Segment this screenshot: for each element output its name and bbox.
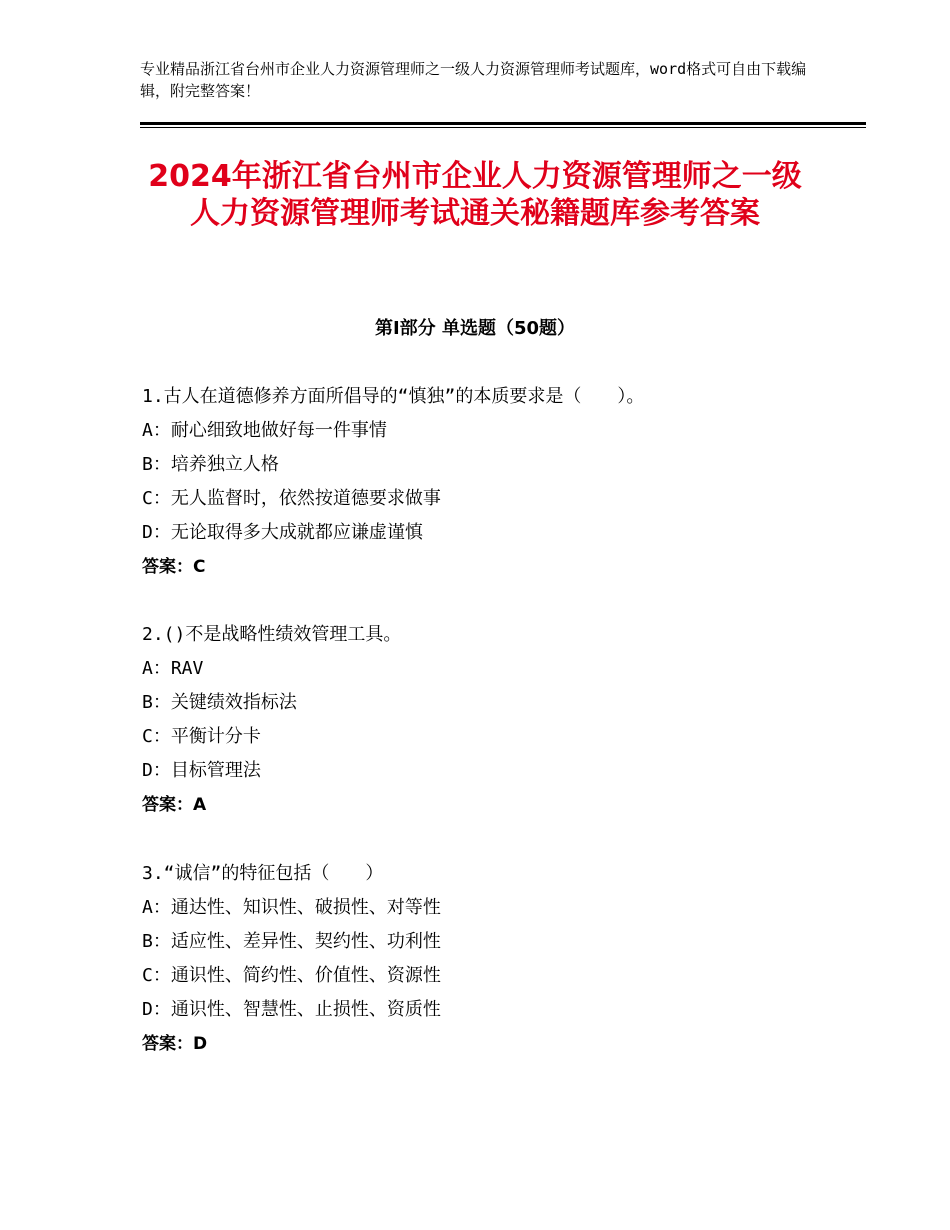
option-a: A：RAV (142, 658, 204, 679)
answer: 答案：A (142, 795, 207, 815)
option-d: D：无论取得多大成就都应谦虚谨慎 (142, 522, 423, 543)
option-d: D：目标管理法 (142, 760, 261, 781)
header-divider-thin (140, 127, 866, 128)
option-c: C：平衡计分卡 (142, 726, 261, 747)
section-title: 第Ⅰ部分 单选题（50题） (374, 318, 575, 339)
question-1 (142, 380, 822, 584)
option-a: A：通达性、知识性、破损性、对等性 (142, 897, 441, 918)
option-b: B：关键绩效指标法 (142, 692, 297, 713)
option-a: A：耐心细致地做好每一件事情 (142, 420, 387, 441)
option-d: D：通识性、智慧性、止损性、资质性 (142, 999, 441, 1020)
option-b: B：培养独立人格 (142, 454, 279, 475)
header-divider (140, 122, 866, 125)
question-stem: 3.“诚信”的特征包括（ ） (142, 863, 384, 884)
option-c: C：无人监督时，依然按道德要求做事 (142, 488, 441, 509)
question-3 (142, 857, 822, 1061)
answer: 答案：C (142, 557, 206, 577)
question-stem: 1.古人在道德修养方面所倡导的“慎独”的本质要求是（ ）。 (142, 386, 645, 407)
option-c: C：通识性、简约性、价值性、资源性 (142, 965, 441, 986)
question-stem: 2.()不是战略性绩效管理工具。 (142, 624, 402, 645)
answer: 答案：D (142, 1034, 208, 1054)
header-note: 专业精品浙江省台州市企业人力资源管理师之一级人力资源管理师考试题库，word格式可自由下载编辑，附完整答案！ (140, 60, 807, 100)
document-title: 2024年浙江省台州市企业人力资源管理师之一级人力资源管理师考试通关秘籍题库参考答案 (148, 159, 802, 231)
question-2 (142, 618, 822, 822)
option-b: B：适应性、差异性、契约性、功利性 (142, 931, 441, 952)
